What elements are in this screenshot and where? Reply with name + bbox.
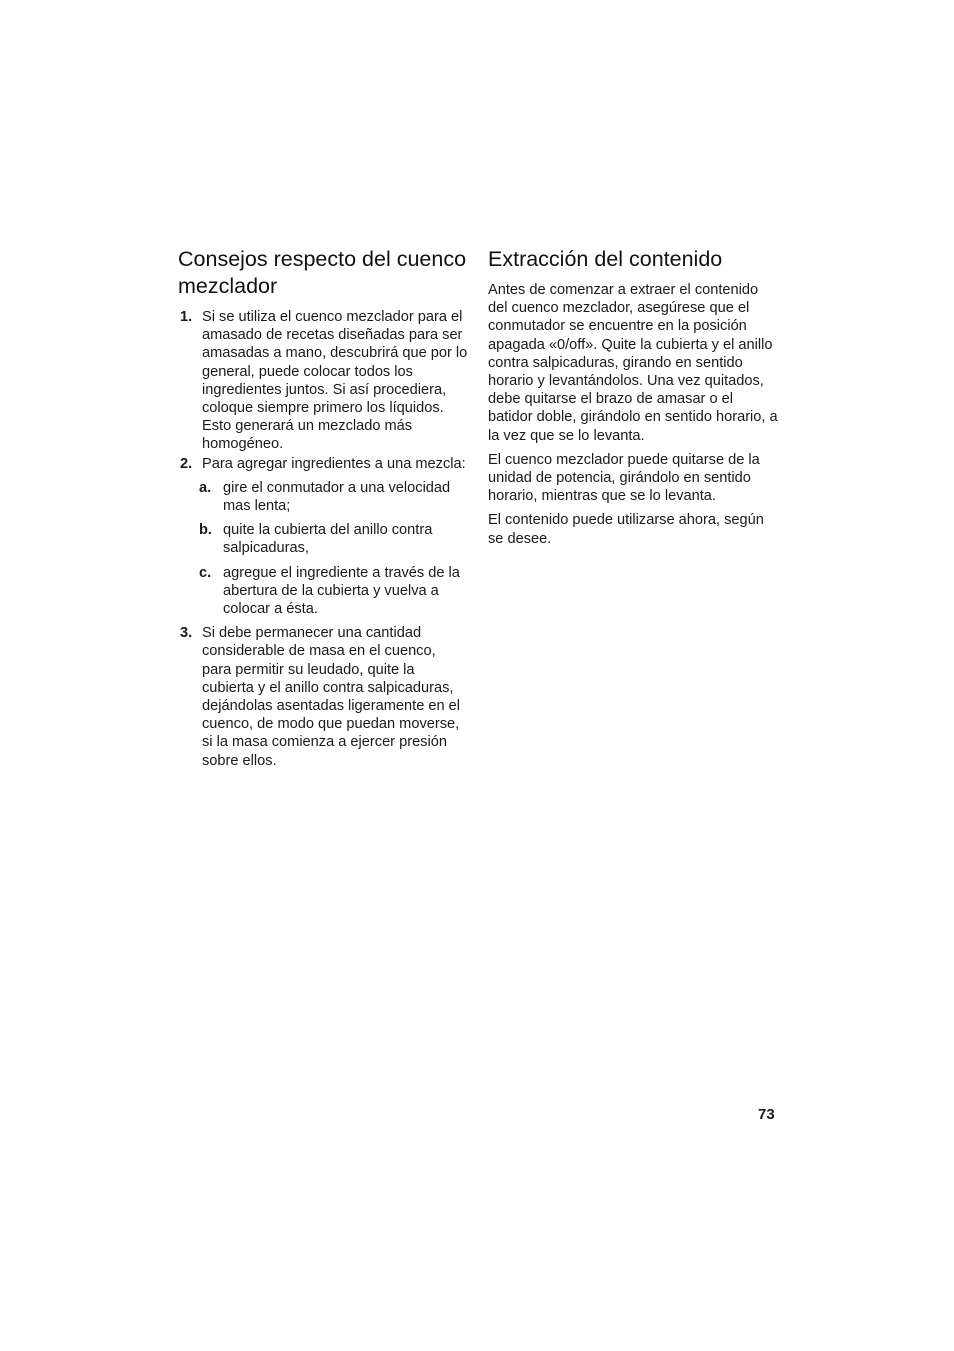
page-number: 73 xyxy=(758,1106,775,1123)
sub-item-letter: b. xyxy=(199,522,212,539)
sub-item-letter: a. xyxy=(199,479,212,496)
paragraph: El cuenco mezclador puede quitarse de la unidad de potencia, girándolo en sentido horario, mientras que se lo levanta. xyxy=(488,451,760,505)
item-number: 3. xyxy=(180,625,193,642)
sub-list-item xyxy=(199,479,468,515)
section-title-bowl-tips: Consejos respecto del cuenco mezclador xyxy=(178,247,467,298)
left-column xyxy=(178,246,468,771)
sub-list xyxy=(199,479,468,618)
paragraph: Antes de comenzar a extraer el contenido del cuenco mezclador, asegúrese que el conmutador se encuentre en la posición apagada «0/off». Quite la cubierta y el anillo contra salpicaduras, girando en sentido horario y levantándolos. Una vez quitados, debe quitarse el brazo de amasar o el batidor doble, girándolo en sentido horario, a la vez que se lo levanta. xyxy=(488,282,778,444)
item-number: 2. xyxy=(180,455,193,472)
paragraph: El contenido puede utilizarse ahora, según se desee. xyxy=(488,512,764,547)
list-item xyxy=(178,308,468,454)
sub-item-text: quite la cubierta del anillo contra salpicaduras, xyxy=(223,522,433,557)
sub-list-item xyxy=(199,564,468,619)
section-title-content-removal: Extracción del contenido xyxy=(488,247,723,271)
sub-item-letter: c. xyxy=(199,564,212,581)
item-text: Si debe permanecer una cantidad considerable de masa en el cuenco, para permitir su leudado, quite la cubierta y el anillo contra salpicaduras, dejándolas asentadas ligeramente en el cuenco, de modo que puedan moverse, si la masa comienza a ejercer presión sobre ellos. xyxy=(202,625,461,769)
sub-item-text: gire el conmutador a una velocidad mas lenta; xyxy=(223,479,451,515)
item-text: Si se utiliza el cuenco mezclador para el amasado de recetas diseñadas para ser amasadas a mano, descubrirá que por lo general, puede colocar todos los ingredientes juntos. Si así procediera, coloque siempre primero los líquidos. Esto generará un mezclado más homogéneo. xyxy=(202,309,468,453)
tips-list xyxy=(178,308,468,770)
item-number: 1. xyxy=(180,309,193,325)
right-column xyxy=(488,246,780,554)
item-text: Para agregar ingredientes a una mezcla: xyxy=(202,455,466,472)
sub-item-text: agregue el ingrediente a través de la abertura de la cubierta y vuelva a colocar a ésta. xyxy=(223,564,460,618)
list-item xyxy=(178,455,468,619)
list-item xyxy=(178,624,468,770)
sub-list-item xyxy=(199,521,468,557)
